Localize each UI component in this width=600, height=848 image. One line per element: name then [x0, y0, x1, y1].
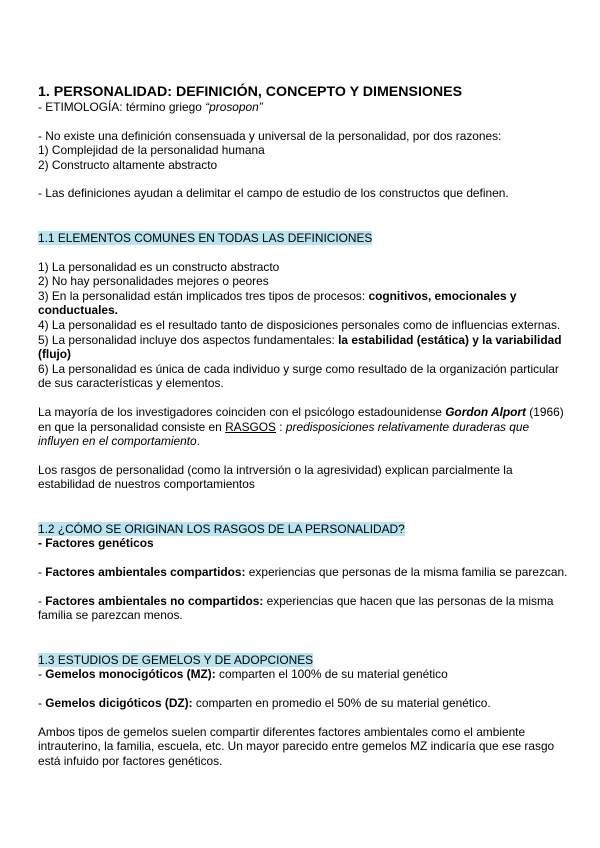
- section-heading-1-1: 1.1 ELEMENTOS COMUNES EN TODAS LAS DEFINICIONES: [38, 230, 373, 245]
- list-item: 5) La personalidad incluye dos aspectos fundamentales: la estabilidad (estática) y la variabilidad (flujo): [38, 332, 562, 362]
- reason-2: 2) Constructo altamente abstracto: [38, 157, 218, 172]
- rasgos-paragraph: Los rasgos de personalidad (como la intrversión o la agresividad) explican parcialmente la estabilidad de nuestros comportamientos: [38, 462, 513, 492]
- etimologia-term: “prosopon”: [205, 100, 263, 114]
- section-heading-1-3: 1.3 ESTUDIOS DE GEMELOS Y DE ADOPCIONES: [38, 652, 314, 667]
- list-item: 2) No hay personalidades mejores o peores: [38, 274, 269, 289]
- section-heading-1-2: 1.2 ¿CÓMO SE ORIGINAN LOS RASGOS DE LA PERSONALIDAD?: [38, 521, 405, 536]
- rasgos-term: RASGOS: [225, 419, 276, 434]
- allport-paragraph: La mayoría de los investigadores coinciden con el psicólogo estadounidense Gordon Alport (1966) en que la personalidad consiste en RASGOS : predisposiciones relativamente duraderas que influyen en el comportamiento.: [38, 404, 564, 449]
- author-name: Gordon Alport: [445, 404, 526, 419]
- twins-mz: - Gemelos monocigóticos (MZ): comparten el 100% de su material genético: [38, 667, 448, 682]
- etimologia-prefix: - ETIMOLOGÍA: término griego: [38, 100, 206, 114]
- reason-1: 1) Complejidad de la personalidad humana: [38, 143, 265, 158]
- twins-dz: - Gemelos dicigóticos (DZ): comparten en promedio el 50% de su material genético.: [38, 696, 491, 711]
- list-item: 6) La personalidad es única de cada individuo y surge como resultado de la organización particular de sus características y elementos.: [38, 361, 559, 391]
- factor-nonshared: - Factores ambientales no compartidos: experiencias que hacen que las personas de la misma familia se parezcan menos.: [38, 593, 554, 623]
- twins-paragraph: Ambos tipos de gemelos suelen compartir diferentes factores ambientales como el ambiente intrauterino, la familia, escuela, etc. Un mayor parecido entre gemelos MZ indicaría que ese rasgo está infuido por factores genéticos.: [38, 724, 555, 768]
- list-item: 1) La personalidad es un constructo abstracto: [38, 259, 280, 274]
- definitions-line: - Las definiciones ayudan a delimitar el campo de estudio de los constructos que definen.: [38, 186, 509, 201]
- intro-line: - No existe una definición consensuada y universal de la personalidad, por dos razones:: [38, 128, 502, 143]
- factor-genetic: - Factores genéticos: [38, 536, 154, 551]
- etimologia-line: [38, 100, 568, 115]
- page-title: 1. PERSONALIDAD: DEFINICIÓN, CONCEPTO Y DIMENSIONES: [38, 84, 463, 100]
- factor-shared: - Factores ambientales compartidos: experiencias que personas de la misma familia se parezcan.: [38, 565, 568, 580]
- list-item: 4) La personalidad es el resultado tanto de disposiciones personales como de influencias externas.: [38, 317, 561, 332]
- list-item: 3) En la personalidad están implicados tres tipos de procesos: cognitivos, emocionales y conductuales.: [38, 288, 517, 318]
- document-body: [38, 84, 568, 768]
